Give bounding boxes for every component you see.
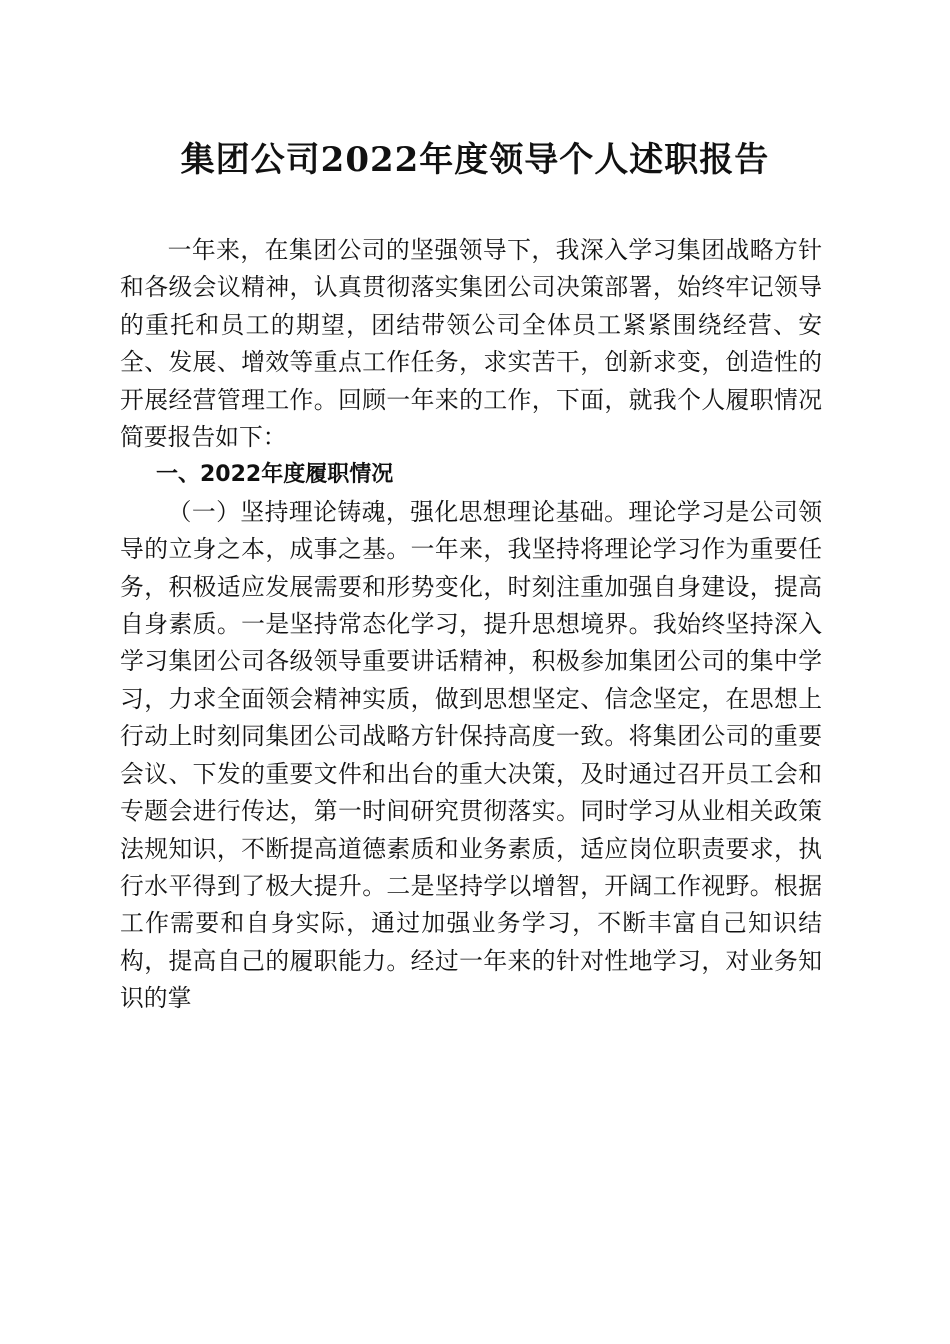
intro-paragraph: 一年来，在集团公司的坚强领导下，我深入学习集团战略方针和各级会议精神，认真贯彻落实集团公司决策部署，始终牢记领导的重托和员工的期望，团结带领公司全体员工紧紧围绕经营、安全、发展、增效等重点工作任务，求实苦干，创新求变，创造性的开展经营管理工作。回顾一年来的工作，下面，就我个人履职情况简要报告如下： bbox=[120, 236, 822, 452]
section-paragraph: （一）坚持理论铸魂，强化思想理论基础。理论学习是公司领导的立身之本，成事之基。一年来，我坚持将理论学习作为重要任务，积极适应发展需要和形势变化，时刻注重加强自身建设，提高自身素质。一是坚持常态化学习，提升思想境界。我始终坚持深入学习集团公司各级领导重要讲话精神，积极参加集团公司的集中学习，力求全面领会精神实质，做到思想坚定、信念坚定，在思想上行动上时刻同集团公司战略方针保持高度一致。将集团公司的重要会议、下发的重要文件和出台的重大决策，及时通过召开员工会和专题会进行传达，第一时间研究贯彻落实。同时学习从业相关政策法规知识，不断提高道德素质和业务素质，适应岗位职责要求，执行水平得到了极大提升。二是坚持学以增智，开阔工作视野。根据工作需要和自身实际，通过加强业务学习，不断丰富自己知识结构，提高自己的履职能力。经过一年来的针对性地学习，对业务知识的掌 bbox=[120, 497, 822, 1013]
section-heading: 一、2022年度履职情况 bbox=[156, 462, 394, 488]
document-body bbox=[120, 232, 822, 1018]
document-title: 集团公司2022年度领导个人述职报告 bbox=[180, 140, 770, 180]
